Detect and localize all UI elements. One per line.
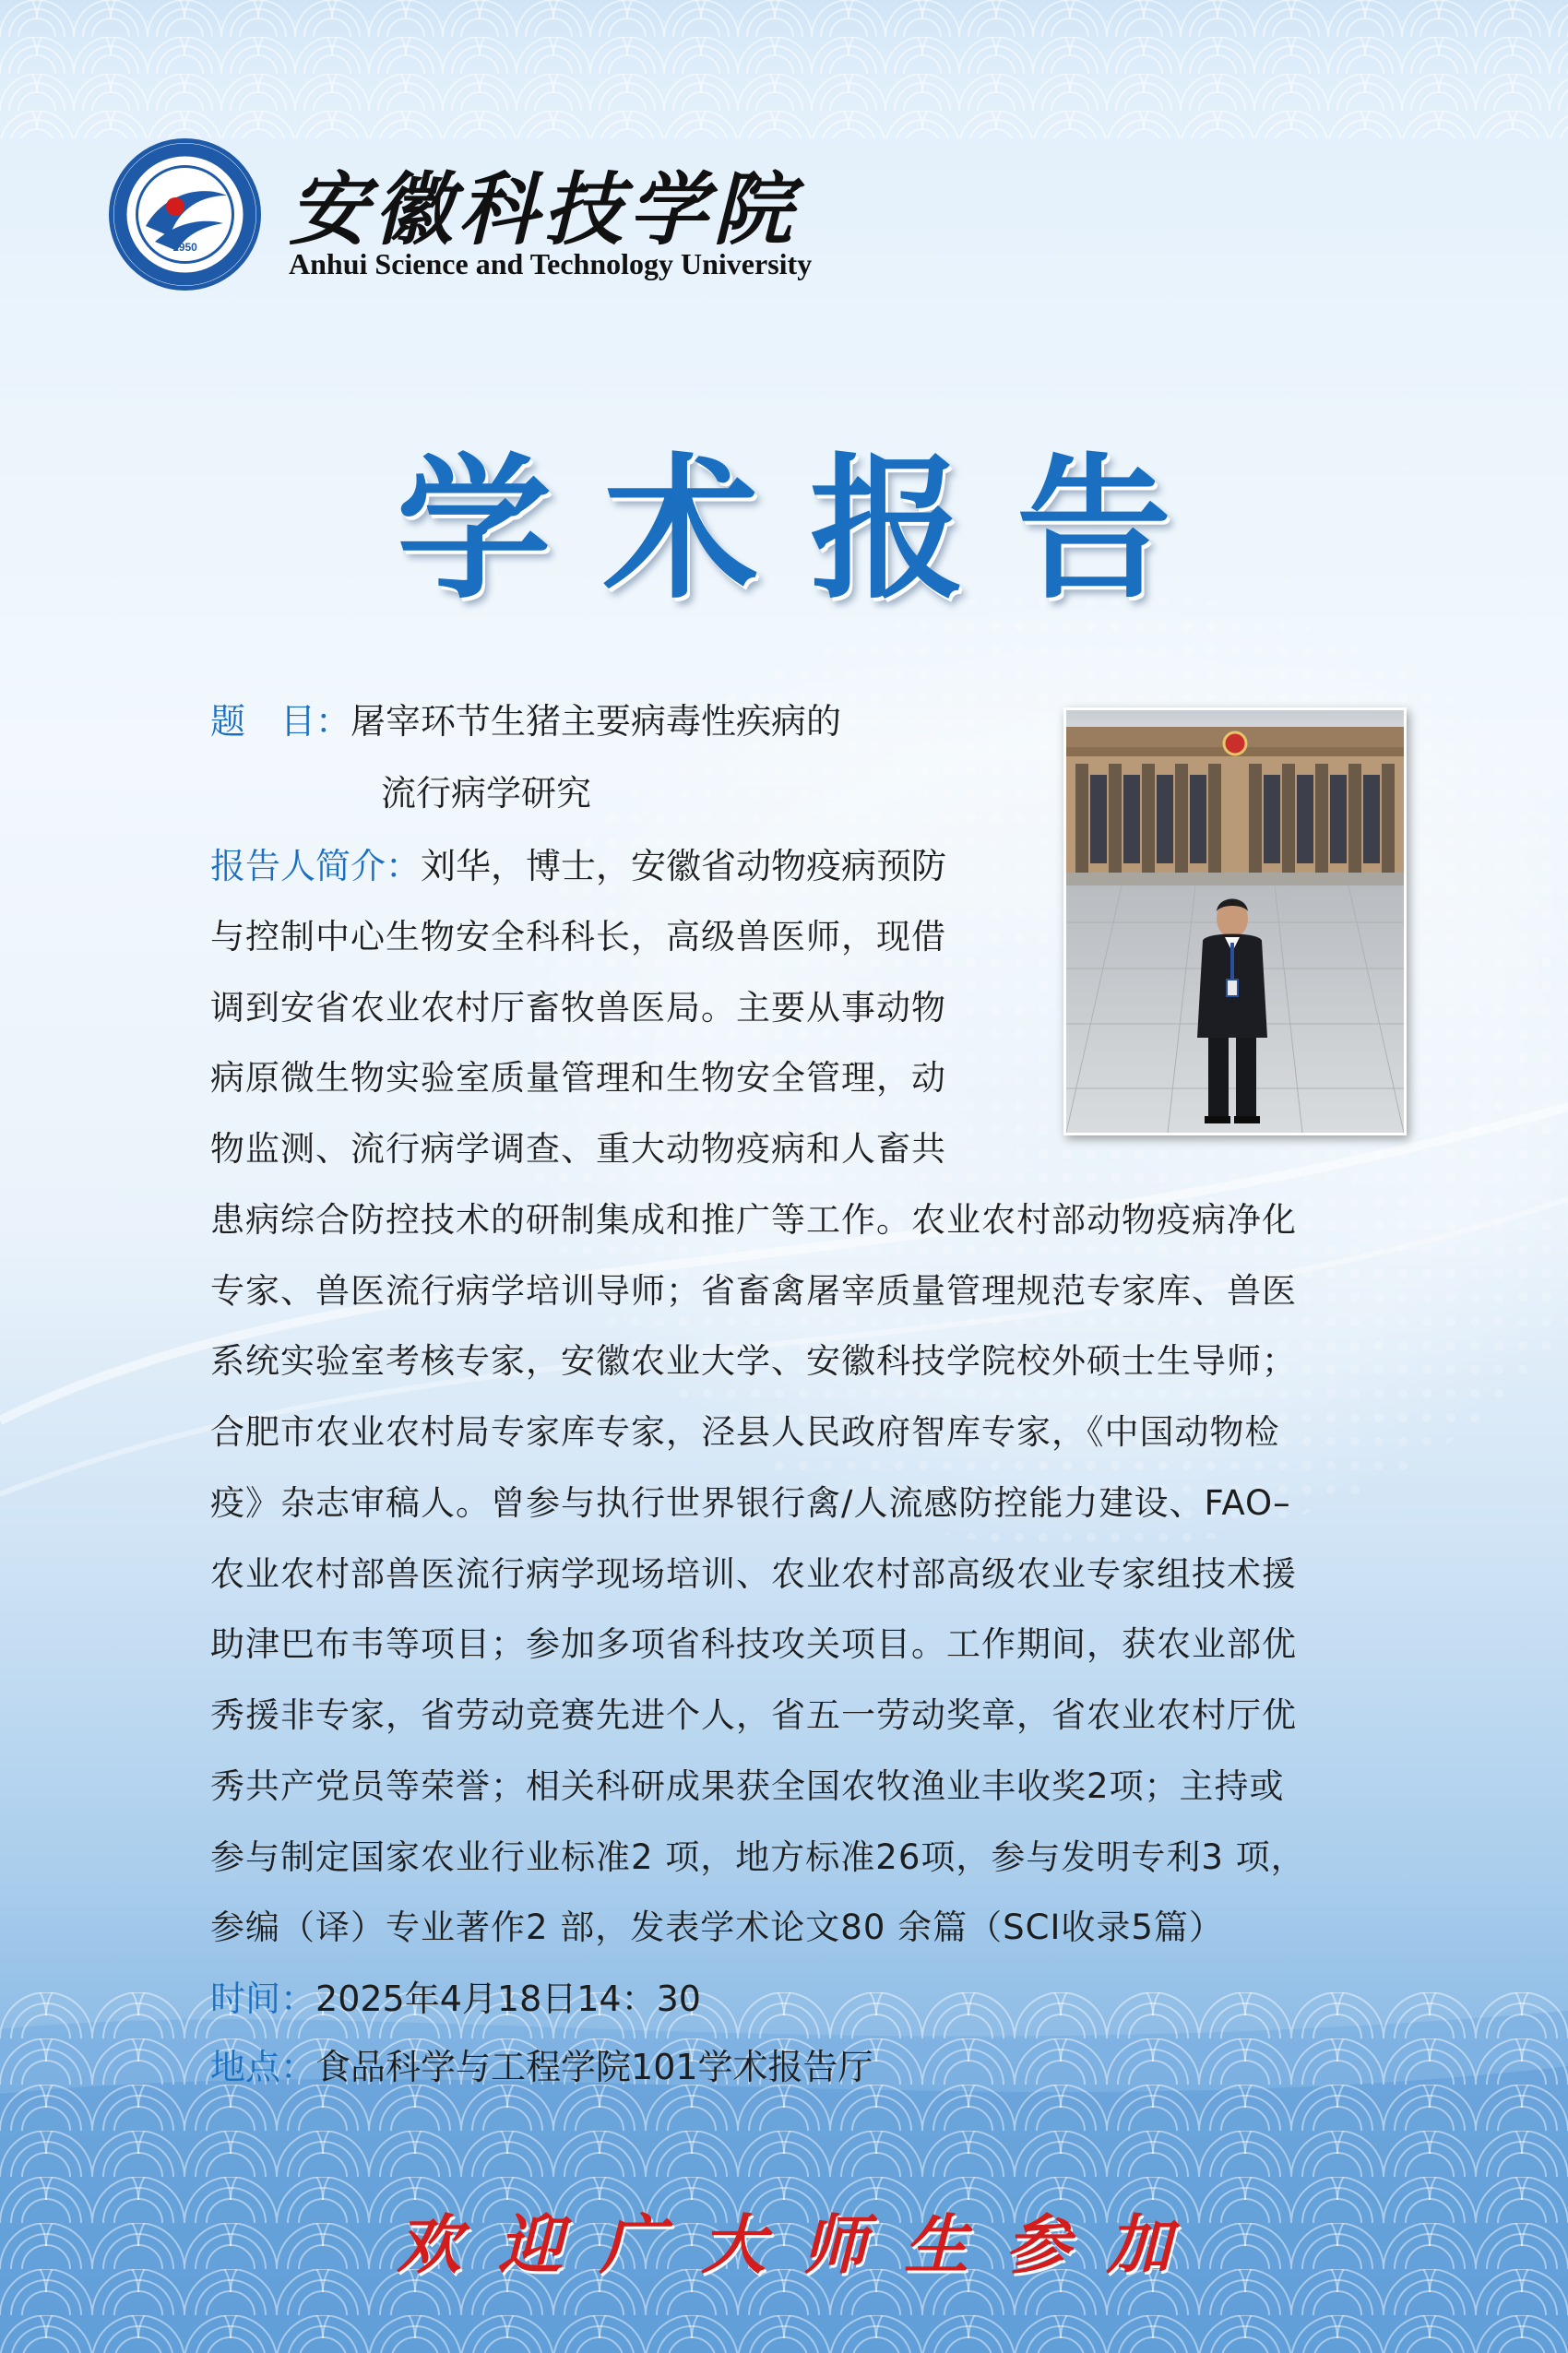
speaker-line-5: 患病综合防控技术的研制集成和推广等工作。农业农村部动物疫病净化	[210, 1200, 1297, 1240]
speaker-line-2: 调到安省农业农村厅畜牧兽医局。主要从事动物	[210, 988, 946, 1028]
topic-line-1	[210, 698, 841, 744]
university-seal-icon	[109, 138, 261, 291]
speaker-line-6: 专家、兽医流行病学培训导师；省畜禽屠宰质量管理规范专家库、兽医	[210, 1271, 1297, 1311]
speaker-line-8: 合肥市农业农村局专家库专家，泾县人民政府智库专家，《中国动物检	[210, 1412, 1280, 1452]
speaker-line-10: 农业农村部兽医流行病学现场培训、农业农村部高级农业专家组技术援	[210, 1554, 1297, 1594]
top-wave-pattern	[0, 0, 1568, 138]
speaker-text: 刘华，博士，安徽省动物疫病预防	[421, 846, 947, 886]
welcome-footer: 欢迎广大师生参加	[397, 2206, 1208, 2283]
speaker-label: 报告人简介：	[210, 846, 422, 886]
time-label: 时间：	[210, 1979, 316, 2019]
speaker-line-4: 物监测、流行病学调查、重大动物疫病和人畜共	[210, 1129, 946, 1169]
place-value: 食品科学与工程学院101学术报告厅	[315, 2047, 873, 2087]
speaker-line-7: 系统实验室考核专家，安徽农业大学、安徽科技学院校外硕士生导师；	[210, 1341, 1297, 1381]
speaker-line-12: 秀援非专家，省劳动竞赛先进个人，省五一劳动奖章，省农业农村厅优	[210, 1695, 1297, 1735]
speaker-photo	[1063, 707, 1407, 1135]
speaker-line-1: 与控制中心生物安全科科长，高级兽医师，现借	[210, 917, 946, 957]
university-name-cn: 安徽科技学院	[289, 163, 798, 256]
topic-text-1: 屠宰环节生猪主要病毒性疾病的	[350, 701, 842, 742]
seal-year: 1950	[172, 241, 197, 254]
place-label: 地点：	[210, 2047, 316, 2087]
university-header	[109, 138, 847, 295]
speaker-line-15: 参编（译）专业著作2 部，发表学术论文80 余篇（SCI收录5篇）	[210, 1907, 1224, 1947]
time-value: 2025年4月18日14：30	[315, 1979, 701, 2019]
speaker-line-11: 助津巴布韦等项目；参加多项省科技攻关项目。工作期间，获农业部优	[210, 1624, 1297, 1664]
speaker-line-9: 疫》杂志审稿人。曾参与执行世界银行禽/人流感防控能力建设、FAO–	[210, 1483, 1291, 1523]
university-name-en: Anhui Science and Technology University	[289, 247, 813, 280]
place-line	[210, 2044, 873, 2090]
speaker-line-14: 参与制定国家农业行业标准2 项，地方标准26项，参与发明专利3 项，	[210, 1837, 1306, 1877]
speaker-line-13: 秀共产党员等荣誉；相关科研成果获全国农牧渔业丰收奖2项；主持或	[210, 1766, 1285, 1806]
time-line	[210, 1976, 701, 2022]
speaker-line-0	[210, 843, 946, 889]
speaker-photo-illustration	[1066, 710, 1404, 1133]
topic-label: 题 目：	[210, 701, 351, 742]
topic-line-2	[381, 770, 591, 816]
page-title: 学术报告	[397, 437, 1223, 620]
topic-text-2: 流行病学研究	[381, 773, 592, 814]
speaker-line-3: 病原微生物实验室质量管理和生物安全管理，动	[210, 1058, 946, 1098]
